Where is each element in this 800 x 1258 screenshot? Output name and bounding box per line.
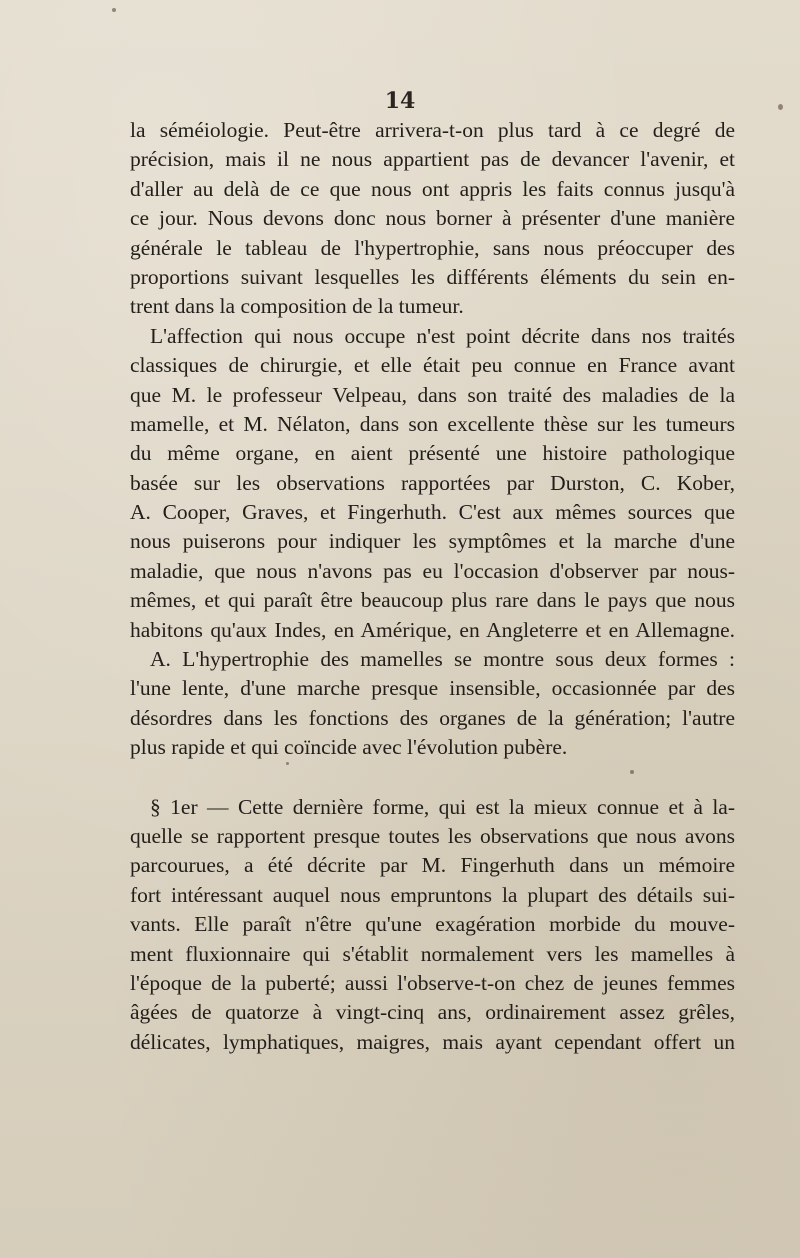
text-line: § 1er — Cette dernière forme, qui est la mieux connue et à la- xyxy=(150,794,735,819)
text-line: délicates, lymphatiques, maigres, mais ayant cependant offert un xyxy=(130,1029,735,1054)
text-line: trent dans la composition de la tumeur. xyxy=(130,294,464,319)
text-line: nous puiserons pour indiquer les symptômes et la marche d'une xyxy=(130,529,735,554)
text-line: proportions suivant lesquelles les différents éléments du sein en- xyxy=(130,264,735,289)
text-line: parcourues, a été décrite par M. Fingerhuth dans un mémoire xyxy=(130,853,735,878)
text-line: A. L'hypertrophie des mamelles se montre sous deux formes : xyxy=(150,647,735,672)
text-line: L'affection qui nous occupe n'est point décrite dans nos traités xyxy=(150,323,735,348)
paragraph-2 xyxy=(130,322,735,645)
text-line: ce jour. Nous devons donc nous borner à présenter d'une manière xyxy=(130,206,735,231)
foxing-spot xyxy=(112,8,116,12)
text-line: l'une lente, d'une marche presque insensible, occasionnée par des xyxy=(130,676,735,701)
text-line: désordres dans les fonctions des organes de la génération; l'autre xyxy=(130,705,735,730)
paragraph-1 xyxy=(130,116,735,322)
text-line: mêmes, et qui paraît être beaucoup plus rare dans le pays que nous xyxy=(130,588,735,613)
text-line: quelle se rapportent presque toutes les observations que nous avons xyxy=(130,823,735,848)
text-line: l'époque de la puberté; aussi l'observe-t-on chez de jeunes femmes xyxy=(130,970,735,995)
text-line: basée sur les observations rapportées par Durston, C. Kober, xyxy=(130,470,735,495)
page-number: 14 xyxy=(384,88,416,114)
text-line: du même organe, en aient présenté une histoire pathologique xyxy=(130,441,735,466)
text-line: âgées de quatorze à vingt-cinq ans, ordinairement assez grêles, xyxy=(130,1000,735,1025)
text-line: fort intéressant auquel nous empruntons la plupart des détails sui- xyxy=(130,882,735,907)
text-line: que M. le professeur Velpeau, dans son traité des maladies de la xyxy=(130,382,735,407)
text-line: ment fluxionnaire qui s'établit normalement vers les mamelles à xyxy=(130,941,735,966)
text-line: générale le tableau de l'hypertrophie, sans nous préoccuper des xyxy=(130,235,735,260)
paragraph-4 xyxy=(130,793,735,1058)
text-line: d'aller au delà de ce que nous ont appris les faits connus jusqu'à xyxy=(130,176,735,201)
text-line: maladie, que nous n'avons pas eu l'occasion d'observer par nous- xyxy=(130,558,735,583)
text-line: A. Cooper, Graves, et Fingerhuth. C'est aux mêmes sources que xyxy=(130,500,735,525)
body-text xyxy=(130,116,735,1057)
text-line: précision, mais il ne nous appartient pas de devancer l'avenir, et xyxy=(130,147,735,172)
text-line: vants. Elle paraît n'être qu'une exagération morbide du mouve- xyxy=(130,912,735,937)
text-line: plus rapide et qui coïncide avec l'évolution pubère. xyxy=(130,735,568,760)
text-line: la séméiologie. Peut-être arrivera-t-on plus tard à ce degré de xyxy=(130,118,735,142)
text-line: classiques de chirurgie, et elle était peu connue en France avant xyxy=(130,353,735,378)
text-line: mamelle, et M. Nélaton, dans son excellente thèse sur les tumeurs xyxy=(130,411,735,436)
section-gap xyxy=(130,763,735,793)
text-line: habitons qu'aux Indes, en Amérique, en Angleterre et en Allemagne. xyxy=(130,617,735,642)
paragraph-3 xyxy=(130,645,735,763)
